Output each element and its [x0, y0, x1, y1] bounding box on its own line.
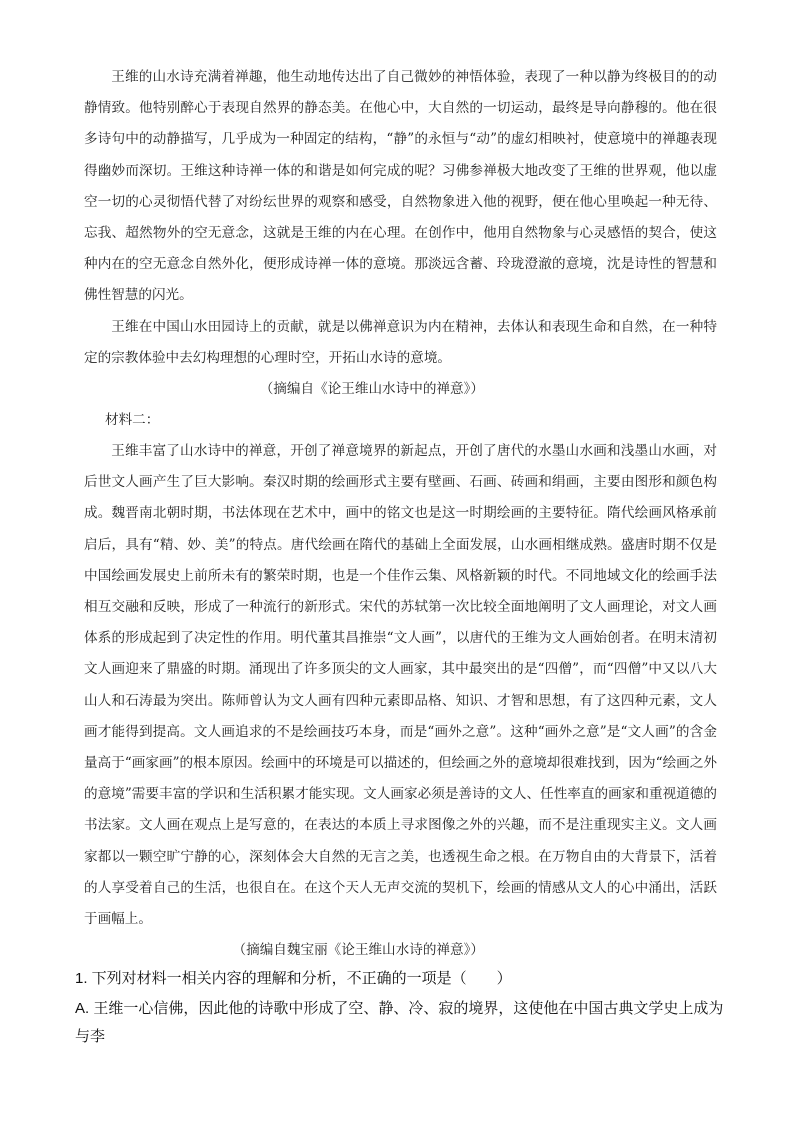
material-two-source: （摘编自魏宝丽《论王维山水诗的禅意》）: [232, 942, 484, 958]
material-two-label: 材料二：: [105, 412, 160, 428]
question-1-stem: 1. 下列对材料一相关内容的理解和分析，不正确的一项是（ ）: [75, 970, 512, 987]
material-one-source: （摘编自《论王维山水诗中的禅意》）: [259, 381, 484, 397]
material-one-paragraph-2: 王维在中国山水田园诗上的贡献，就是以佛禅意识为内在精神，去体认和表现生命和自然，在一种特定的宗教体验中去幻构理想的心理时空，开拓山水诗的意境。: [84, 319, 717, 367]
material-two-paragraph: 王维丰富了山水诗中的禅意，开创了禅意境界的新起点，开创了唐代的水墨山水画和浅墨山水画，对后世文人画产生了巨大影响。秦汉时期的绘画形式主要有壁画、石画、砖画和绢画，主要由图形和颜色构成。魏晋南北朝时期，书法体现在艺术中，画中的铭文也是这一时期绘画的主要特征。隋代绘画风格承前启后，具有“精、妙、美”的特点。唐代绘画在隋代的基础上全面发展，山水画相继成熟。盛唐时期不仅是中国绘画发展史上前所未有的繁荣时期，也是一个佳作云集、风格新颖的时代。不同地域文化的绘画手法相互交融和反映，形成了一种流行的新形式。宋代的苏轼第一次比较全面地阐明了文人画理论，对文人画体系的形成起到了决定性的作用。明代董其昌推崇“文人画”，以唐代的王维为文人画始创者。在明末清初文人画迎来了鼎盛的时期。涌现出了许多顶尖的文人画家，其中最突出的是“四僧”，而“四僧”中又以八大山人和石涛最为突出。陈师曾认为文人画有四种元素即品格、知识、才智和思想，有了这四种元素，文人画才能得到提高。文人画追求的不是绘画技巧本身，而是“画外之意”。这种“画外之意”是“文人画”的含金量高于“画家画”的根本原因。绘画中的环境是可以描述的，但绘画之外的意境却很难找到，因为“绘画之外的意境”需要丰富的学识和生活积累才能实现。文人画家必须是善诗的文人、任性率直的画家和重视道德的书法家。文人画在观点上是写意的，在表达的本质上寻求图像之外的兴趣，而不是注重现实主义。文人画家都以一颗空旷宁静的心，深刻体会大自然的无言之美，也透视生命之根。在万物自由的大背景下，活着的人享受着自己的生活，也很自在。在这个天人无声交流的契机下，绘画的情感从文人的心中涌出，活跃于画幅上。: [84, 443, 717, 928]
question-1-option-a: A. 王维一心信佛，因此他的诗歌中形成了空、静、冷、寂的境界，这使他在中国古典文学史上成为与李: [75, 1000, 724, 1045]
material-one-paragraph-1: 王维的山水诗充满着禅趣，他生动地传达出了自己微妙的神悟体验，表现了一种以静为终极目的的动静情致。他特别醉心于表现自然界的静态美。在他心中，大自然的一切运动，最终是导向静穆的。他在很多诗句中的动静描写，几乎成为一种固定的结构，“静”的永恒与“动”的虚幻相映衬，使意境中的禅趣表现得幽妙而深切。王维这种诗禅一体的和谐是如何完成的呢？习佛参禅极大地改变了王维的世界观，他以虚空一切的心灵彻悟代替了对纷纭世界的观察和感受，自然物象进入他的视野，便在他心里唤起一种无待、忘我、超然物外的空无意念，这就是王维的内在心理。在创作中，他用自然物象与心灵感悟的契合，使这种内在的空无意念自然外化，便形成诗禅一体的意境。那淡远含蓄、玲珑澄澈的意境，沈是诗性的智慧和佛性智慧的闪光。: [84, 69, 717, 304]
